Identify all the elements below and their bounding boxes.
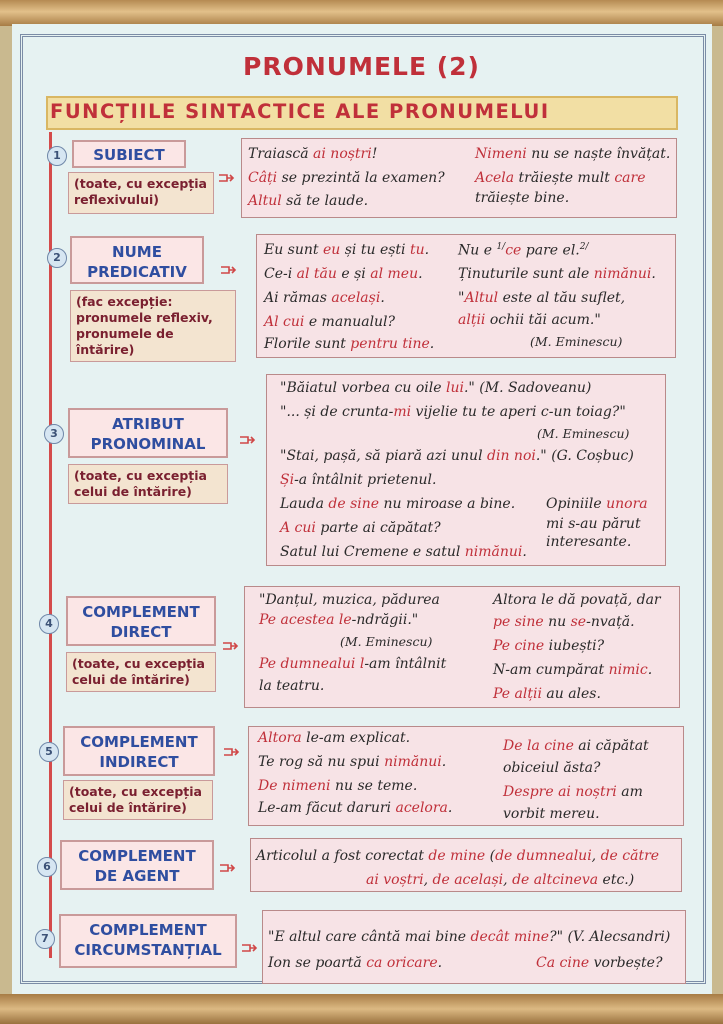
pronoun-highlight: Altul — [464, 290, 499, 306]
example-text: vijelie tu te aperi c-un toiag?" — [411, 404, 626, 420]
example-text: e și — [336, 266, 371, 282]
poster-top-rod — [0, 0, 723, 26]
example-text: Opiniile — [546, 496, 607, 512]
example-text: . — [647, 662, 653, 678]
example-line — [493, 638, 604, 654]
function-label — [59, 914, 237, 968]
pronoun-highlight: tu — [409, 242, 425, 258]
example-line — [268, 955, 442, 971]
pronoun-highlight: mi — [393, 404, 412, 420]
function-label-line: DIRECT — [110, 623, 172, 641]
example-line — [259, 656, 446, 672]
pronoun-highlight: de dumnealui — [495, 848, 592, 864]
example-line — [264, 290, 385, 306]
example-line — [493, 662, 652, 678]
pronoun-highlight: lui — [445, 380, 464, 396]
exception-note: (toate, cu excepția reflexivului) — [68, 172, 214, 214]
example-text: -am întâlnit — [364, 656, 447, 672]
pronoun-highlight: același — [331, 290, 381, 306]
example-line — [503, 738, 649, 754]
example-line — [280, 404, 626, 420]
function-label-line: PREDICATIV — [87, 263, 187, 281]
pronoun-highlight: Acela — [475, 170, 515, 186]
example-line — [264, 242, 429, 258]
pronoun-highlight: Pe alții — [493, 686, 542, 702]
function-label-line: COMPLEMENT — [82, 603, 200, 621]
example-text: Le-am făcut daruri — [258, 800, 396, 816]
example-text: Lauda — [280, 496, 329, 512]
example-text: vorbește? — [589, 955, 663, 971]
example-text: "Băiatul vorbea cu oile — [280, 380, 446, 396]
function-label — [72, 140, 186, 168]
pronoun-highlight: al tău — [296, 266, 337, 282]
pronoun-highlight: A cui — [280, 520, 316, 536]
pronoun-highlight: Pe acestea le — [259, 612, 352, 628]
pronoun-highlight: acelora — [395, 800, 448, 816]
exception-note: (toate, cu excepția celui de întărire) — [66, 652, 216, 692]
example-text: la teatru. — [259, 678, 325, 694]
pronoun-highlight: Ca cine — [536, 955, 590, 971]
example-line — [280, 544, 527, 560]
example-text: nu se teme. — [330, 778, 418, 794]
example-line — [340, 634, 432, 650]
example-text: Te rog să nu spui — [258, 754, 385, 770]
example-text: mi s-au părut — [546, 516, 641, 532]
example-text: . — [437, 955, 443, 971]
example-text: iubești? — [544, 638, 605, 654]
pronoun-highlight: Pe dumnealui l — [259, 656, 365, 672]
example-text: Ținuturile sunt ale — [458, 266, 594, 282]
example-line — [503, 784, 643, 800]
example-text: și tu ești — [340, 242, 410, 258]
pronoun-highlight: eu — [322, 242, 341, 258]
pronoun-highlight: de sine — [328, 496, 380, 512]
function-label — [70, 236, 204, 284]
section-number-badge: 6 — [37, 857, 57, 877]
function-label-line: ATRIBUT — [112, 415, 184, 433]
pronoun-highlight: Despre ai noștri — [503, 784, 617, 800]
example-text: . — [447, 800, 453, 816]
example-text: -a întâlnit prietenul. — [294, 472, 437, 488]
example-line — [268, 929, 670, 945]
example-line — [493, 592, 661, 608]
example-line — [493, 686, 601, 702]
pronoun-highlight: nimănui — [464, 544, 523, 560]
example-text: vorbit mereu. — [503, 806, 600, 822]
pronoun-highlight: de altcineva — [512, 872, 599, 888]
example-text: nu miroase a bine. — [379, 496, 516, 512]
section-number-badge: 2 — [47, 248, 67, 268]
example-text: . — [522, 544, 527, 560]
example-line — [493, 614, 635, 630]
function-label-line: COMPLEMENT — [89, 921, 207, 939]
example-line — [546, 534, 631, 550]
example-line — [280, 520, 441, 536]
example-line — [259, 592, 440, 608]
function-label-line: COMPLEMENT — [78, 847, 196, 865]
arrow-icon — [223, 636, 239, 646]
example-line — [475, 190, 569, 206]
example-text: "Danțul, muzica, pădurea — [259, 592, 440, 608]
arrow-icon — [224, 742, 240, 752]
example-text: Altora le dă povață, dar — [493, 592, 661, 608]
example-line — [546, 516, 641, 532]
pronoun-highlight: nimănui — [593, 266, 652, 282]
function-label — [60, 840, 214, 890]
example-text: ." (G. Coșbuc) — [535, 448, 634, 464]
pronoun-highlight: unora — [606, 496, 648, 512]
example-text: obiceiul ăsta? — [503, 760, 601, 776]
section-number-badge: 4 — [39, 614, 59, 634]
example-line — [458, 266, 656, 282]
example-text: ." (M. Sadoveanu) — [463, 380, 592, 396]
function-label — [63, 726, 215, 776]
example-text: . — [380, 290, 385, 306]
function-label-line: INDIRECT — [99, 753, 179, 771]
example-text: Ion se poartă — [268, 955, 367, 971]
example-line — [475, 170, 646, 186]
pronoun-highlight: se — [570, 614, 587, 630]
example-line — [264, 266, 423, 282]
pronoun-highlight: de același — [432, 872, 504, 888]
example-text: "E altul care cântă mai bine — [268, 929, 471, 945]
example-line — [536, 955, 662, 971]
arrow-icon — [221, 260, 237, 270]
example-text: Traiască — [248, 146, 314, 162]
example-text: Ai rămas — [264, 290, 332, 306]
exception-note: (fac excepție: pronumele reflexiv, pronumele de întărire) — [70, 290, 236, 362]
pronoun-highlight: De la cine — [503, 738, 574, 754]
example-line — [259, 612, 418, 628]
example-text: ochii tăi acum." — [485, 312, 601, 328]
example-line — [530, 334, 622, 350]
example-line — [537, 426, 629, 442]
example-text: -ndrăgii." — [351, 612, 419, 628]
pronoun-highlight: Altul — [248, 193, 282, 209]
pronoun-highlight: ai voștri — [366, 872, 424, 888]
pronoun-highlight: Pe cine — [493, 638, 545, 654]
example-text: , — [503, 872, 513, 888]
pronoun-highlight: pentru tine — [350, 336, 430, 352]
function-label-line: PRONOMINAL — [90, 435, 206, 453]
exception-note: (toate, cu excepția celui de întărire) — [68, 464, 228, 504]
example-line — [546, 496, 648, 512]
example-line — [280, 448, 634, 464]
poster-title: PRONUMELE (2) — [243, 52, 480, 81]
example-text: 1/ — [496, 242, 506, 252]
example-text: " — [458, 290, 465, 306]
exception-note: (toate, cu excepția celui de întărire) — [63, 780, 213, 820]
example-line — [280, 472, 436, 488]
example-line — [258, 778, 417, 794]
function-label — [68, 408, 228, 458]
example-line — [256, 848, 659, 864]
pronoun-highlight: al meu — [370, 266, 419, 282]
pronoun-highlight: de mine — [428, 848, 486, 864]
pronoun-highlight: De nimeni — [258, 778, 331, 794]
function-label-line: CIRCUMSTANȚIAL — [74, 941, 222, 959]
example-text: ! — [371, 146, 378, 162]
pronoun-highlight: care — [614, 170, 646, 186]
example-text: ( — [485, 848, 496, 864]
pronoun-highlight: Al cui — [264, 314, 305, 330]
example-text: Florile sunt — [264, 336, 351, 352]
pronoun-highlight: Și — [280, 472, 295, 488]
example-text: (M. Eminescu) — [530, 334, 623, 349]
example-text: nu — [543, 614, 571, 630]
example-text: 2/ — [579, 242, 589, 252]
pronoun-highlight: ai noștri — [313, 146, 372, 162]
example-line — [280, 496, 515, 512]
function-label-line: COMPLEMENT — [80, 733, 198, 751]
example-text: Ce-i — [264, 266, 297, 282]
example-line — [458, 312, 601, 328]
example-line — [258, 730, 410, 746]
example-text: , — [591, 848, 601, 864]
example-line — [258, 800, 452, 816]
section-number-badge: 3 — [44, 424, 64, 444]
example-text: (M. Eminescu) — [340, 634, 433, 649]
example-line — [503, 760, 600, 776]
example-text: ?" (V. Alecsandri) — [549, 929, 671, 945]
example-text: parte ai căpătat? — [315, 520, 441, 536]
example-text: N-am cumpărat — [493, 662, 609, 678]
pronoun-highlight: Nimeni — [475, 146, 527, 162]
example-text: e manualul? — [304, 314, 396, 330]
example-line — [458, 290, 625, 306]
example-text: Nu e — [458, 242, 497, 259]
arrow-icon — [242, 938, 258, 948]
example-line — [475, 146, 670, 162]
example-text: Articolul a fost corectat — [256, 848, 429, 864]
example-text: "Stai, pașă, să piară azi unul — [280, 448, 488, 464]
example-line — [503, 806, 600, 822]
pronoun-highlight: de către — [600, 848, 660, 864]
pronoun-highlight: din noi — [487, 448, 536, 464]
pronoun-highlight: ce — [505, 242, 522, 259]
example-line — [248, 193, 368, 209]
pronoun-highlight: Câți — [248, 170, 278, 186]
example-line — [458, 242, 589, 259]
section-number-badge: 7 — [35, 929, 55, 949]
example-text: , — [423, 872, 433, 888]
example-text: Eu sunt — [264, 242, 323, 258]
poster-bottom-rod — [0, 994, 723, 1024]
example-line — [259, 678, 324, 694]
example-line — [264, 336, 434, 352]
example-text: . — [429, 336, 435, 352]
pronoun-highlight: nimic — [608, 662, 648, 678]
example-line — [248, 146, 377, 162]
example-text: au ales. — [541, 686, 601, 702]
example-text: ai căpătat — [573, 738, 649, 754]
example-text: etc.) — [598, 872, 635, 888]
poster-subtitle: FUNCȚIILE SINTACTICE ALE PRONUMELUI — [50, 100, 550, 123]
example-text: . — [651, 266, 656, 282]
example-text: este al tău suflet, — [498, 290, 626, 306]
section-number-badge: 5 — [39, 742, 59, 762]
pronoun-highlight: decât mine — [470, 929, 550, 945]
section-number-badge: 1 — [47, 146, 67, 166]
example-line — [258, 754, 446, 770]
example-text: am — [616, 784, 643, 800]
examples-box — [262, 910, 686, 984]
example-text: nu se naște învățat. — [526, 146, 671, 162]
example-text: se prezintă la examen? — [277, 170, 445, 186]
example-text: trăiește bine. — [475, 190, 570, 206]
example-text: trăiește mult — [514, 170, 615, 186]
example-text: . — [441, 754, 447, 770]
arrow-icon — [240, 430, 256, 440]
function-label-line: SUBIECT — [93, 146, 165, 164]
pronoun-highlight: pe sine — [493, 614, 544, 630]
pronoun-highlight: ca oricare — [366, 955, 438, 971]
example-text: pare el. — [521, 242, 580, 259]
example-line — [366, 872, 634, 888]
function-label-line: NUME — [112, 243, 162, 261]
pronoun-highlight: Altora — [258, 730, 302, 746]
example-text: . — [424, 242, 430, 258]
example-line — [264, 314, 395, 330]
example-text: . — [418, 266, 423, 282]
pronoun-highlight: alții — [458, 312, 486, 328]
arrow-icon — [220, 858, 236, 868]
function-label-line: DE AGENT — [94, 867, 180, 885]
example-line — [248, 170, 445, 186]
example-text: interesante. — [546, 534, 632, 550]
example-text: să te laude. — [281, 193, 369, 209]
example-text: (M. Eminescu) — [537, 426, 630, 441]
function-label — [66, 596, 216, 646]
example-text: -nvață. — [586, 614, 635, 630]
example-text: Satul lui Cremene e satul — [280, 544, 465, 560]
pronoun-highlight: nimănui — [384, 754, 442, 770]
example-line — [280, 380, 591, 396]
arrow-icon — [219, 168, 235, 178]
example-text: le-am explicat. — [301, 730, 411, 746]
example-text: "... și de crunta- — [280, 404, 394, 420]
